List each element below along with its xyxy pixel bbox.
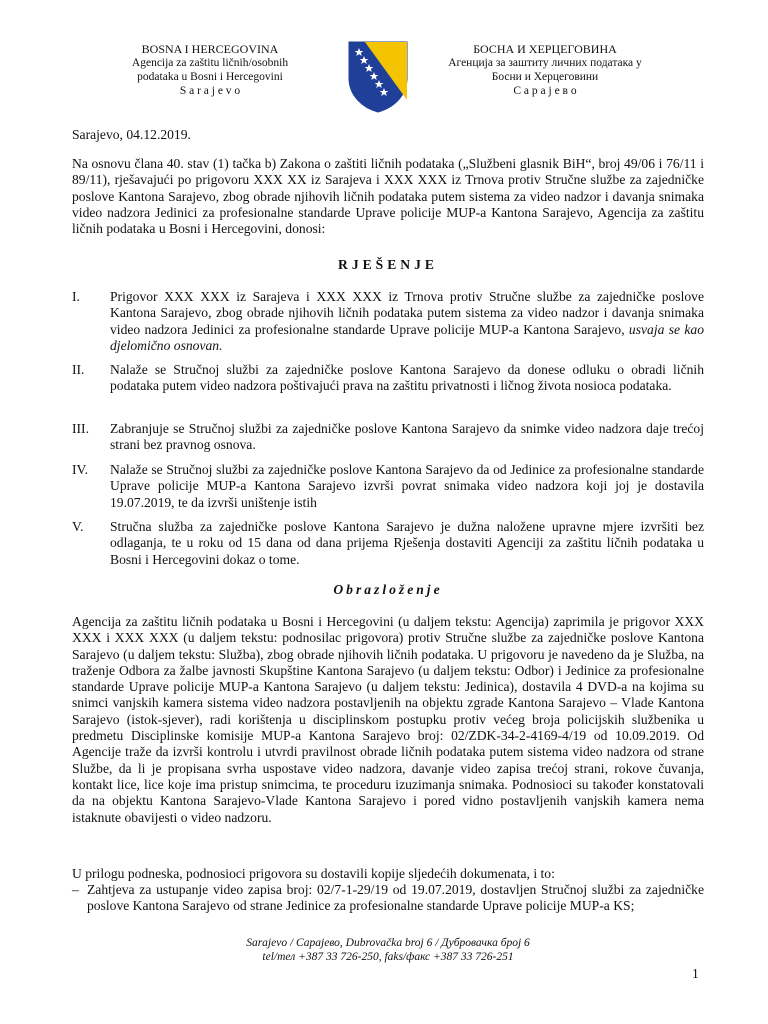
country-title-cyrillic: БОСНА И ХЕРЦЕГОВИНА: [473, 42, 617, 56]
item-text: Stručna služba za zajedničke poslove Kantona Sarajevo je dužna naložene upravne mjere izvršiti bez odlaganja, te u roku od 15 dana od dana prijema Rješenja dostaviti Agenciji za zaštitu ličnih podataka u Bosni i Hercegovini dokaz o tome.: [110, 519, 704, 567]
item-text-main: Prigovor XXX XXX iz Sarajeva i XXX XXX iz Trnova protiv Stručne službe za zajedničke poslove Kantona Sarajevo, zbog obrade njihovih ličnih podataka putem sistema za video nadzor i davanja snimaka video nadzora Jedinici za profesionalne standarde Uprave policije MUP-a Kantona Sarajevo,: [110, 289, 704, 337]
item-text-emphasis: usvaja se kao djelomično osnovan.: [110, 321, 704, 353]
agency-name-latin-line2: podataka u Bosni i Hercegovini: [137, 71, 283, 83]
header-left: [110, 42, 310, 98]
header-right: [425, 42, 665, 98]
agency-name-cyrillic-line1: Агенција за заштиту личних података у: [448, 57, 642, 69]
item-number: III.: [72, 421, 89, 436]
reasoning-heading: Obrazloženje: [333, 582, 443, 597]
country-title-latin: BOSNA I HERCEGOVINA: [141, 42, 279, 56]
page-number: 1: [692, 966, 699, 981]
decision-item: [72, 519, 704, 569]
decision-heading: RJEŠENJE: [338, 257, 438, 272]
decision-item: [72, 421, 704, 455]
attachment-text: Zahtjeva za ustupanje video zapisa broj: 02/7-1-29/19 od 19.07.2019, dostavljen Stručnoj službi za zajedničke poslove Kantona Sarajevo od strane Jedinice za profesionalne standarde Uprave policije MUP-a KS;: [87, 882, 704, 914]
item-number: V.: [72, 519, 84, 534]
city-latin: S a r a j e v o: [179, 85, 241, 97]
intro-paragraph: Na osnovu člana 40. stav (1) tačka b) Zakona o zaštiti ličnih podataka („Službeni glasnik BiH“, broj 49/06 i 76/11 i 89/11), rješavajući po prigovoru XXX XX iz Sarajeva i XXX XXX iz Trnova protiv Stručne službe za zajedničke poslove Kantona Sarajevo, zbog obrade njihovih ličnih podataka putem sistema za video nadzor i davanja snimaka video nadzora Jedinici za profesionalne standarde Uprave policije MUP-a Kantona Sarajevo, Agencija za zaštitu ličnih podataka u Bosni i Hercegovini, donosi:: [72, 156, 704, 237]
footer-contact: tel/тел +387 33 726-250, faks/факс +387 33 726-251: [262, 950, 514, 963]
coat-of-arms-icon: [347, 40, 409, 114]
reasoning-paragraph: Agencija za zaštitu ličnih podataka u Bosni i Hercegovini (u daljem tekstu: Agencija) zaprimila je prigovor XXX XXX i XXX XXX (u daljem tekstu: podnosilac prigovora) protiv Stručne službe za zajedničke poslove Kantona Sarajevo (u daljem tekstu: Služba), zbog obrade njihovih ličnih podataka. U prigovoru je navedeno da je Služba, na traženje Odbora za žalbe javnosti Skupštine Kantona Sarajevo (u daljem tekstu: Odbor) i Jedinice za profesionalne standarde Uprave policije MUP-a Kantona Sarajevo (u daljem tekstu: Jedinica), dostavila 4 DVD-a na kojima su snimci vanjskih kamera sistema video nadzora postavljenih na objektu zgrade Kantona Sarajevo – Vlade Kantona Sarajevo (istok-sjever), radi korištenja u disciplinskom postupku protiv većeg broja policijskih službenika u predmetu Disciplinske komisije MUP-a Kantona Sarajevo broj: 02/ZDK-34-2-4169-4/19 od 10.09.2019. Od Agencije traže da izvrši kontrolu i utvrdi pravilnost obrade ličnih podataka putem sistema video nadzora od strane Službe, da li je propisana svrha uspostave video nadzora, davanje video zapisa trećoj strani, rokove čuvanja, kontakt lice, lice koje ima pristup snimcima, te proceduru izuzimanja snimaka. Podnosioci su također konstatovali da na objektu Kantona Sarajevo-Vlade Kantona Sarajevo i pored vidno postavljenih vanjskih kamera nema istaknute obavijesti o video nadzoru.: [72, 614, 704, 825]
agency-name-cyrillic-line2: Босни и Херцеговини: [491, 71, 599, 83]
attachments-intro: U prilogu podneska, podnosioci prigovora su dostavili kopije sljedećih dokumenata, i to:: [72, 866, 555, 881]
item-number: I.: [72, 289, 80, 304]
decision-item: [72, 362, 704, 412]
footer-address: Sarajevo / Сарајево, Dubrovačka broj 6 / Дубровачка број 6: [246, 937, 530, 949]
decision-item: [72, 289, 704, 355]
item-number: IV.: [72, 462, 88, 477]
item-text: [110, 289, 704, 354]
decision-item: [72, 462, 704, 512]
item-number: II.: [72, 362, 85, 377]
document-date: Sarajevo, 04.12.2019.: [72, 127, 191, 142]
list-dash: –: [72, 882, 79, 897]
footer: [72, 937, 704, 964]
item-text: Nalaže se Stručnoj službi za zajedničke poslove Kantona Sarajevo da donese odluku o obradi ličnih podataka putem video nadzora poštivajući prava na zaštitu privatnosti i ličnog života nosioca podataka.: [110, 362, 704, 394]
item-text: Nalaže se Stručnoj službi za zajedničke poslove Kantona Sarajevo da od Jedinice za profesionalne standarde Uprave policije MUP-a Kantona Sarajevo izvrši povrat snimaka video nadzora koji joj je dostavila 19.07.2019, te da izvrši uništenje istih: [110, 462, 704, 510]
item-text: Zabranjuje se Stručnoj službi za zajedničke poslove Kantona Sarajevo da snimke video nadzora daje trećoj strani bez pravnog osnova.: [110, 421, 704, 453]
city-cyrillic: С а р а ј е в о: [513, 85, 577, 97]
agency-name-latin-line1: Agencija za zaštitu ličnih/osobnih: [131, 57, 289, 69]
